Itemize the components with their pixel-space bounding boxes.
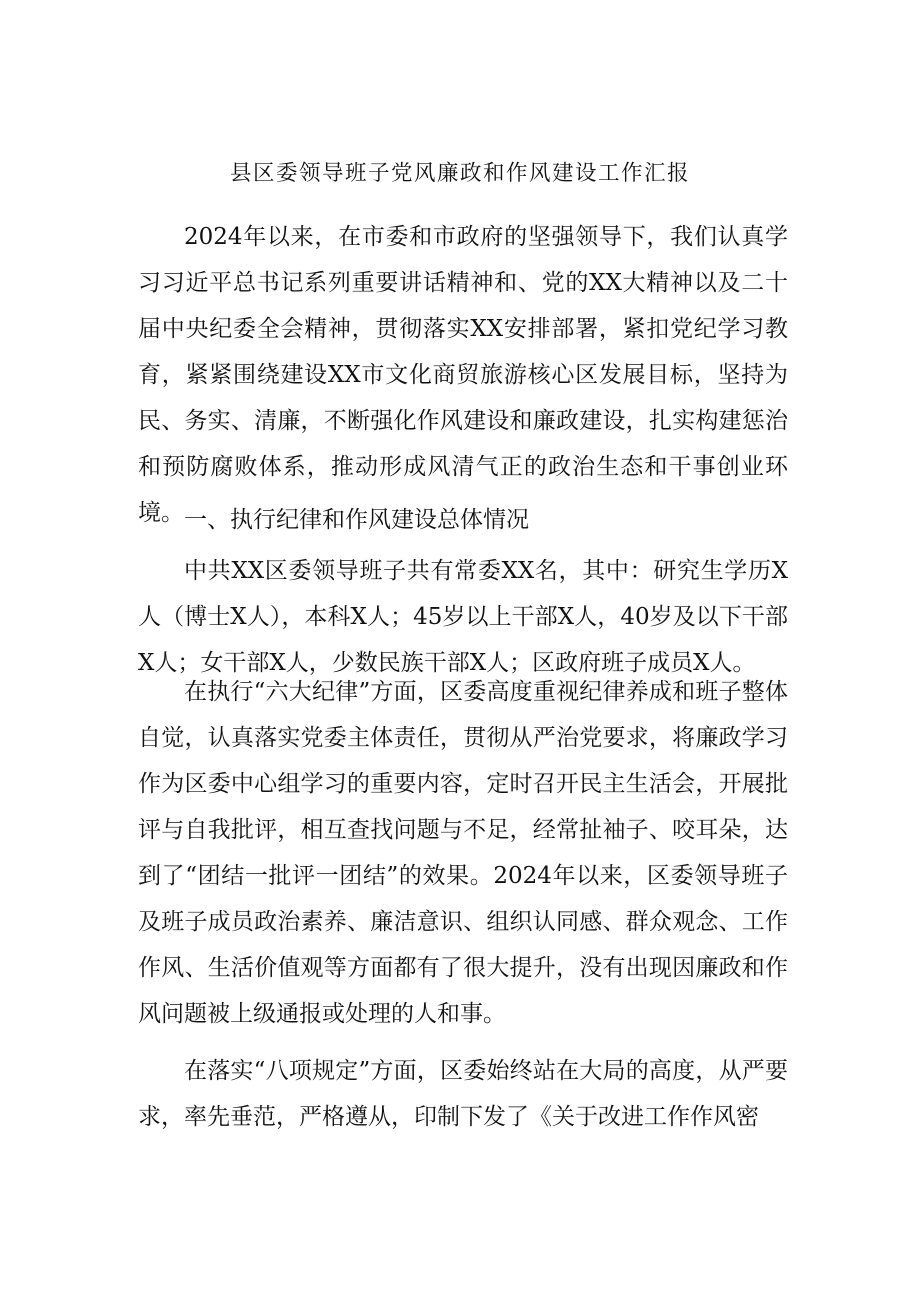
document-title: 县区委领导班子党风廉政和作风建设工作汇报 (229, 161, 690, 186)
document-body-section (138, 548, 788, 686)
paragraph-intro: 2024年以来，在市委和市政府的坚强领导下，我们认真学习习近平总书记系列重要讲话精神和、党的XX大精神以及二十届中央纪委全会精神，贯彻落实XX安排部署，紧扣党纪学习教育，紧紧围绕建设XX市文化商贸旅游核心区发展目标，坚持为民、务实、清廉，不断强化作风建设和廉政建设，扎实构建惩治和预防腐败体系，推动形成风清气正的政治生态和干事创业环境。 (138, 224, 788, 526)
document-body-section (138, 214, 788, 536)
paragraph-eight-rules: 在落实“八项规定”方面，区委始终站在大局的高度，从严要求，率先垂范，严格遵从，印制下发了《关于改进工作作风密 (138, 1058, 788, 1130)
paragraph-six-disciplines: 在执行“六大纪律”方面，区委高度重视纪律养成和班子整体自觉，认真落实党委主体责任，贯彻从严治党要求，将廉政学习作为区委中心组学习的重要内容，定时召开民主生活会，开展批评与自我批评，相互查找问题与不足，经常扯袖子、咬耳朵，达到了“团结一批评一团结”的效果。2024年以来，区委领导班子及班子成员政治素养、廉洁意识、组织认同感、群众观念、工作作风、生活价值观等方面都有了很大提升，没有出现因廉政和作风问题被上级通报或处理的人和事。 (138, 679, 788, 1027)
document-body-section (138, 497, 788, 543)
document-body-section (138, 1048, 788, 1140)
section-heading-1: 一、执行纪律和作风建设总体情况 (184, 507, 529, 533)
document-body-section (138, 669, 788, 1037)
paragraph-composition: 中共XX区委领导班子共有常委XX名，其中：研究生学历X人（博士X人），本科X人；45岁以上干部X人，40岁及以下干部X人；女干部X人，少数民族干部X人；区政府班子成员X人。 (138, 558, 788, 676)
